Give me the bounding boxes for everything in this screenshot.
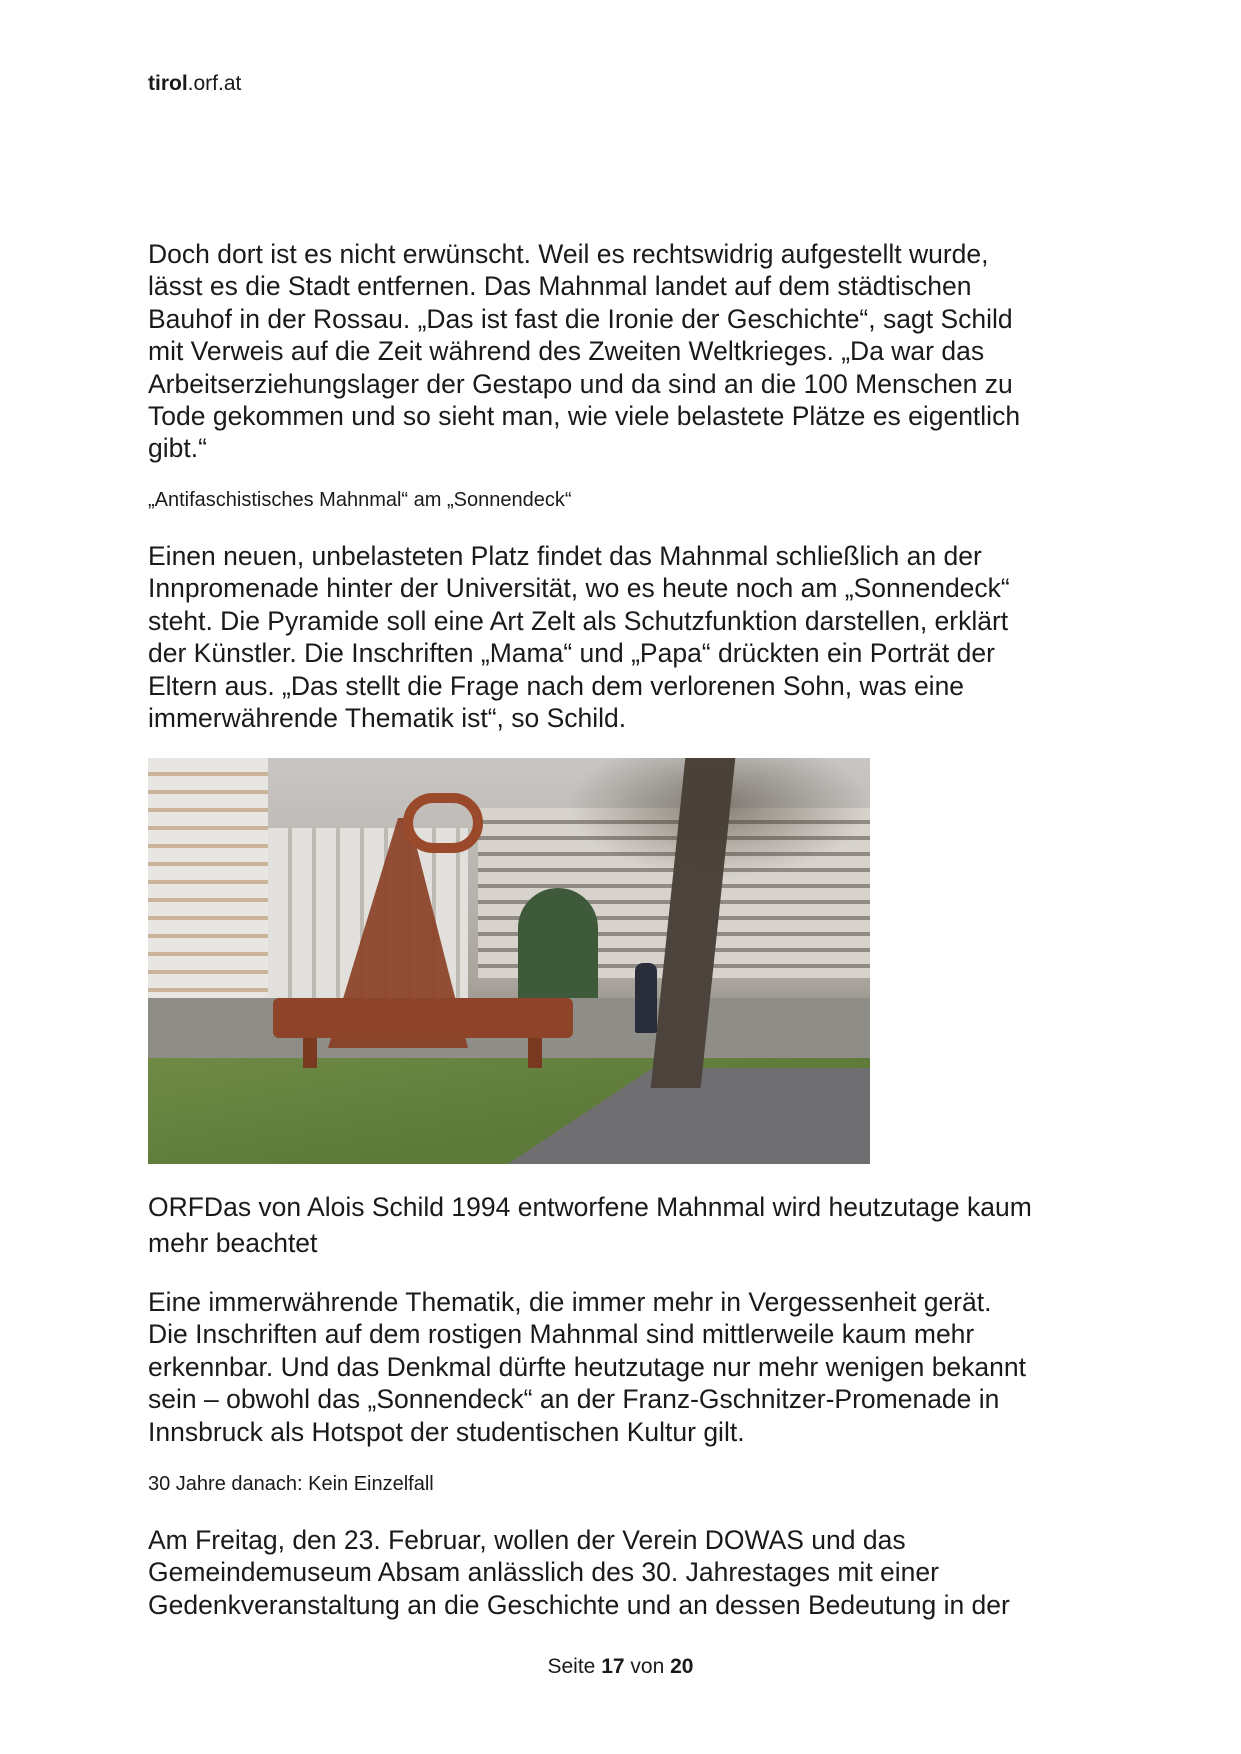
pedestrian <box>635 963 657 1033</box>
paragraph-3 <box>148 1286 1128 1448</box>
text-line: Am Freitag, den 23. Februar, wollen der Verein DOWAS und das <box>148 1525 906 1555</box>
text-line: Einen neuen, unbelasteten Platz findet das Mahnmal schließlich an der <box>148 541 982 571</box>
paragraph-1 <box>148 238 1128 465</box>
text-line: immerwährende Thematik ist“, so Schild. <box>148 703 627 734</box>
site-name-bold: tirol <box>148 72 188 95</box>
text-line: erkennbar. Und das Denkmal dürfte heutzutage nur mehr wenigen bekannt <box>148 1351 1026 1382</box>
text-line: der Künstler. Die Inschriften „Mama“ und „Papa“ drückten ein Porträt der <box>148 638 995 669</box>
conifer-tree <box>518 888 598 1008</box>
text-line: Innpromenade hinter der Universität, wo es heute noch am „Sonnendeck“ <box>148 573 1010 604</box>
subheading-einzelfall: 30 Jahre danach: Kein Einzelfall <box>148 1473 434 1495</box>
text-line: mit Verweis auf die Zeit während des Zweiten Weltkrieges. „Da war das <box>148 336 985 367</box>
text-line: Eltern aus. „Das stellt die Frage nach dem verlorenen Sohn, was eine <box>148 670 965 701</box>
tree-branches <box>568 758 870 878</box>
text-line: Die Inschriften auf dem rostigen Mahnmal sind mittlerweile kaum mehr <box>148 1319 975 1350</box>
text-line: steht. Die Pyramide soll eine Art Zelt als Schutzfunktion darstellen, erklärt <box>148 605 1009 636</box>
text-line: Tode gekommen und so sieht man, wie viele belastete Plätze es eigentlich <box>148 401 1021 432</box>
paragraph-4 <box>148 1524 1128 1621</box>
memorial-photo <box>148 758 870 1164</box>
sculpture-leg <box>528 1038 542 1068</box>
site-header <box>148 72 241 96</box>
paragraph-2 <box>148 540 1128 734</box>
sculpture-leg <box>303 1038 317 1068</box>
text-line: sein – obwohl das „Sonnendeck“ an der Franz-Gschnitzer-Promenade in <box>148 1384 1000 1415</box>
text-line: Doch dort ist es nicht erwünscht. Weil es rechtswidrig aufgestellt wurde, <box>148 239 989 269</box>
page-number: 17 <box>601 1655 625 1678</box>
page-of-label: von <box>630 1655 665 1678</box>
sculpture-head <box>403 793 483 853</box>
photo-caption <box>148 1189 1032 1261</box>
caption-line: mehr beachtet <box>148 1228 318 1258</box>
page-total: 20 <box>670 1655 694 1678</box>
text-line: Eine immerwährende Thematik, die immer mehr in Vergessenheit gerät. <box>148 1287 992 1317</box>
caption-line: ORFDas von Alois Schild 1994 entworfene Mahnmal wird heutzutage kaum <box>148 1192 1032 1222</box>
text-line: Arbeitserziehungslager der Gestapo und da sind an die 100 Menschen zu <box>148 368 1013 399</box>
site-domain: .orf.at <box>187 72 242 95</box>
text-line: gibt.“ <box>148 433 207 464</box>
page-label: Seite <box>547 1655 596 1678</box>
text-line: Innsbruck als Hotspot der studentischen Kultur gilt. <box>148 1416 745 1447</box>
page-footer <box>0 1655 1241 1679</box>
text-line: Gedenkveranstaltung an die Geschichte und an dessen Bedeutung in der <box>148 1589 1010 1620</box>
sculpture-base <box>273 998 573 1038</box>
text-line: lässt es die Stadt entfernen. Das Mahnmal landet auf dem städtischen <box>148 271 972 302</box>
text-line: Bauhof in der Rossau. „Das ist fast die Ironie der Geschichte“, sagt Schild <box>148 303 1013 334</box>
apartment-building <box>148 758 268 1018</box>
subheading-sonnendeck: „Antifaschistisches Mahnmal“ am „Sonnendeck“ <box>148 489 572 511</box>
text-line: Gemeindemuseum Absam anlässlich des 30. Jahrestages mit einer <box>148 1557 939 1588</box>
